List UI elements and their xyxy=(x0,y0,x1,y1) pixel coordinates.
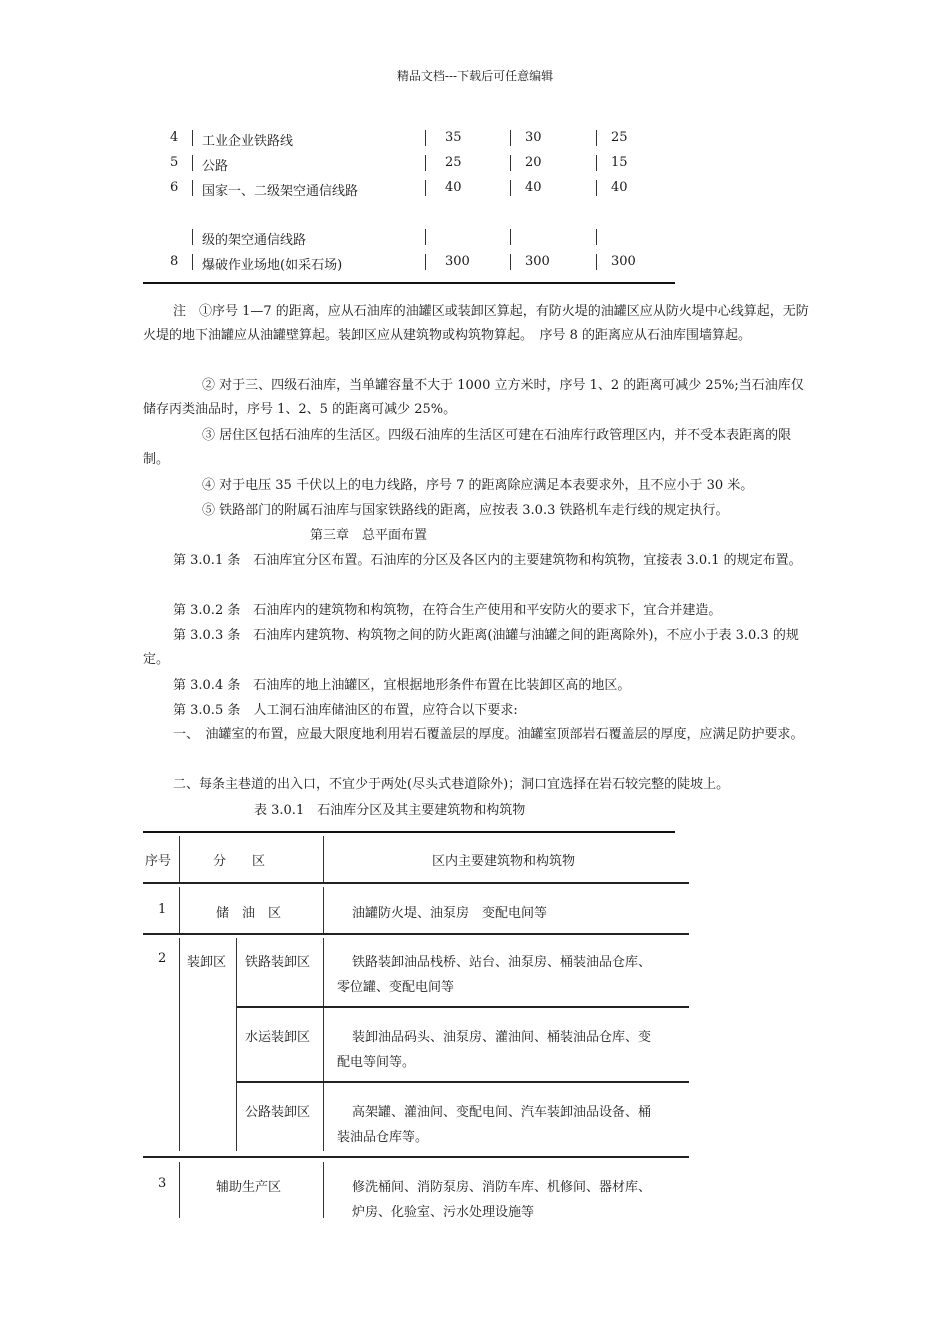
row-value: 40 xyxy=(445,180,462,195)
row-divider xyxy=(237,1081,689,1083)
row-value: 30 xyxy=(525,130,542,145)
table-border xyxy=(179,887,180,933)
table-border xyxy=(596,130,597,146)
row-value: 300 xyxy=(611,254,636,269)
row-value: 25 xyxy=(445,155,462,170)
table-border xyxy=(179,1162,180,1218)
row-name: 级的架空通信线路 xyxy=(202,233,307,248)
note-5: ⑤ 铁路部门的附属石油库与国家铁路线的距离，应按表 3.0.3 铁路机车走行线的规定执行。 xyxy=(202,503,729,518)
table-border xyxy=(596,180,597,196)
row-name: 爆破作业场地(如采石场) xyxy=(202,258,343,273)
table-border xyxy=(596,155,597,171)
row-value: 40 xyxy=(611,180,628,195)
table-border xyxy=(192,254,193,270)
article-3-0-1: 第 3.0.1 条 石油库宜分区布置。石油库的分区及各区内的主要建筑物和构筑物，宜接表 3.0.1 的规定布置。 xyxy=(173,553,802,568)
zone-content: 油罐防火堤、油泵房 变配电间等 xyxy=(352,906,548,921)
table-border xyxy=(425,254,426,270)
row-divider xyxy=(143,882,689,884)
table-border xyxy=(323,1162,324,1218)
zone-name: 装卸区 xyxy=(187,955,227,970)
row-name: 国家一、二级架空通信线路 xyxy=(202,184,359,199)
table-top-rule xyxy=(143,831,675,833)
table-border xyxy=(425,155,426,171)
note-4: ④ 对于电压 35 千伏以上的电力线路，序号 7 的距离除应满足本表要求外，且不应小于 30 米。 xyxy=(202,478,754,493)
row-name: 工业企业铁路线 xyxy=(202,134,294,149)
row-name: 公路 xyxy=(202,159,229,174)
table-border xyxy=(425,130,426,146)
article-3-0-2: 第 3.0.2 条 石油库内的建筑物和构筑物，在符合生产使用和平安防火的要求下，宜合并建造。 xyxy=(173,603,722,618)
row-value: 20 xyxy=(525,155,542,170)
row-number: 6 xyxy=(170,180,179,195)
header-zone: 分 区 xyxy=(213,854,266,869)
subzone-name: 铁路装卸区 xyxy=(245,955,311,970)
table-border xyxy=(510,155,511,171)
article-3-0-3: 第 3.0.3 条 石油库内建筑物、构筑物之间的防火距离(油罐与油罐之间的距离除外)，不应小于表 3.0.3 的规定。 xyxy=(143,628,799,667)
row-value: 300 xyxy=(445,254,470,269)
row-value: 300 xyxy=(525,254,550,269)
note-2: ② 对于三、四级石油库，当单罐容量不大于 1000 立方米时，序号 1、2 的距离可减少 25%;当石油库仅储存丙类油品时，序号 1、2、5 的距离可减少 25%。 xyxy=(143,378,804,417)
row-value: 35 xyxy=(445,130,462,145)
zone-table-title: 表 3.0.1 石油库分区及其主要建筑物和构筑物 xyxy=(254,803,526,818)
article-item-2: 二、每条主巷道的出入口，不宜少于两处(尽头式巷道除外)；洞口宜选择在岩石较完整的陡坡上。 xyxy=(173,777,730,792)
table-border xyxy=(236,938,237,1151)
row-value: 25 xyxy=(611,130,628,145)
row-value: 40 xyxy=(525,180,542,195)
row-number: 3 xyxy=(158,1176,167,1191)
table-border xyxy=(510,254,511,270)
row-number: 2 xyxy=(158,951,167,966)
article-3-0-5: 第 3.0.5 条 人工洞石油库储油区的布置，应符合以下要求: xyxy=(173,703,518,718)
page-header: 精品文档---下载后可任意编辑 xyxy=(396,69,554,83)
table-border xyxy=(510,130,511,146)
article-3-0-4: 第 3.0.4 条 石油库的地上油罐区，宜根据地形条件布置在比装卸区高的地区。 xyxy=(173,678,631,693)
row-divider xyxy=(143,1156,689,1158)
table-border xyxy=(596,254,597,270)
zone-name: 储 油 区 xyxy=(216,906,282,921)
row-number: 8 xyxy=(170,254,179,269)
article-item-1: 一、 油罐室的布置，应最大限度地利用岩石覆盖层的厚度。油罐室顶部岩石覆盖层的厚度，应满足防护要求。 xyxy=(173,727,804,742)
row-value: 15 xyxy=(611,155,628,170)
subzone-content: 零位罐、变配电间等 xyxy=(337,980,455,995)
table-border xyxy=(596,229,597,245)
table-border xyxy=(510,180,511,196)
table-border xyxy=(323,836,324,882)
row-number: 4 xyxy=(170,130,179,145)
table-border xyxy=(192,155,193,171)
table-border xyxy=(323,887,324,933)
row-number: 1 xyxy=(158,902,167,917)
table-border xyxy=(192,130,193,146)
table-border xyxy=(192,229,193,245)
subzone-content: 高架罐、灌油间、变配电间、汽车装卸油品设备、桶 xyxy=(352,1105,652,1120)
table-border xyxy=(179,836,180,882)
subzone-name: 公路装卸区 xyxy=(245,1105,311,1120)
note-1: 注 ①序号 1—7 的距离，应从石油库的油罐区或装卸区算起，有防火堤的油罐区应从防火堤中心线算起，无防火堤的地下油罐应从油罐壁算起。装卸区应从建筑物或构筑物算起。 序号 8 的距离应从石油库围墙算起。 xyxy=(143,304,809,343)
row-divider xyxy=(237,1006,689,1008)
table-border xyxy=(425,229,426,245)
header-no: 序号 xyxy=(145,854,172,869)
subzone-content: 配电等间等。 xyxy=(337,1055,416,1070)
row-number: 5 xyxy=(170,155,179,170)
subzone-content: 装油品仓库等。 xyxy=(337,1130,429,1145)
zone-name: 辅助生产区 xyxy=(216,1180,282,1195)
header-content: 区内主要建筑物和构筑物 xyxy=(432,854,576,869)
chapter-title: 第三章 总平面布置 xyxy=(310,528,428,543)
table-border xyxy=(425,180,426,196)
table-border xyxy=(323,938,324,1151)
table-border xyxy=(179,938,180,1151)
zone-content: 修洗桶间、消防泵房、消防车库、机修间、器材库、 xyxy=(352,1180,652,1195)
subzone-name: 水运装卸区 xyxy=(245,1030,311,1045)
subzone-content: 装卸油品码头、油泵房、灌油间、桶装油品仓库、变 xyxy=(352,1030,652,1045)
subzone-content: 铁路装卸油品栈桥、站台、油泵房、桶装油品仓库、 xyxy=(352,955,652,970)
table-border xyxy=(192,180,193,196)
table-bottom-rule xyxy=(143,282,675,284)
note-3: ③ 居住区包括石油库的生活区。四级石油库的生活区可建在石油库行政管理区内，并不受本表距离的限制。 xyxy=(143,428,792,467)
table-border xyxy=(510,229,511,245)
zone-content: 炉房、化验室、污水处理设施等 xyxy=(352,1205,535,1220)
row-divider xyxy=(143,933,689,935)
